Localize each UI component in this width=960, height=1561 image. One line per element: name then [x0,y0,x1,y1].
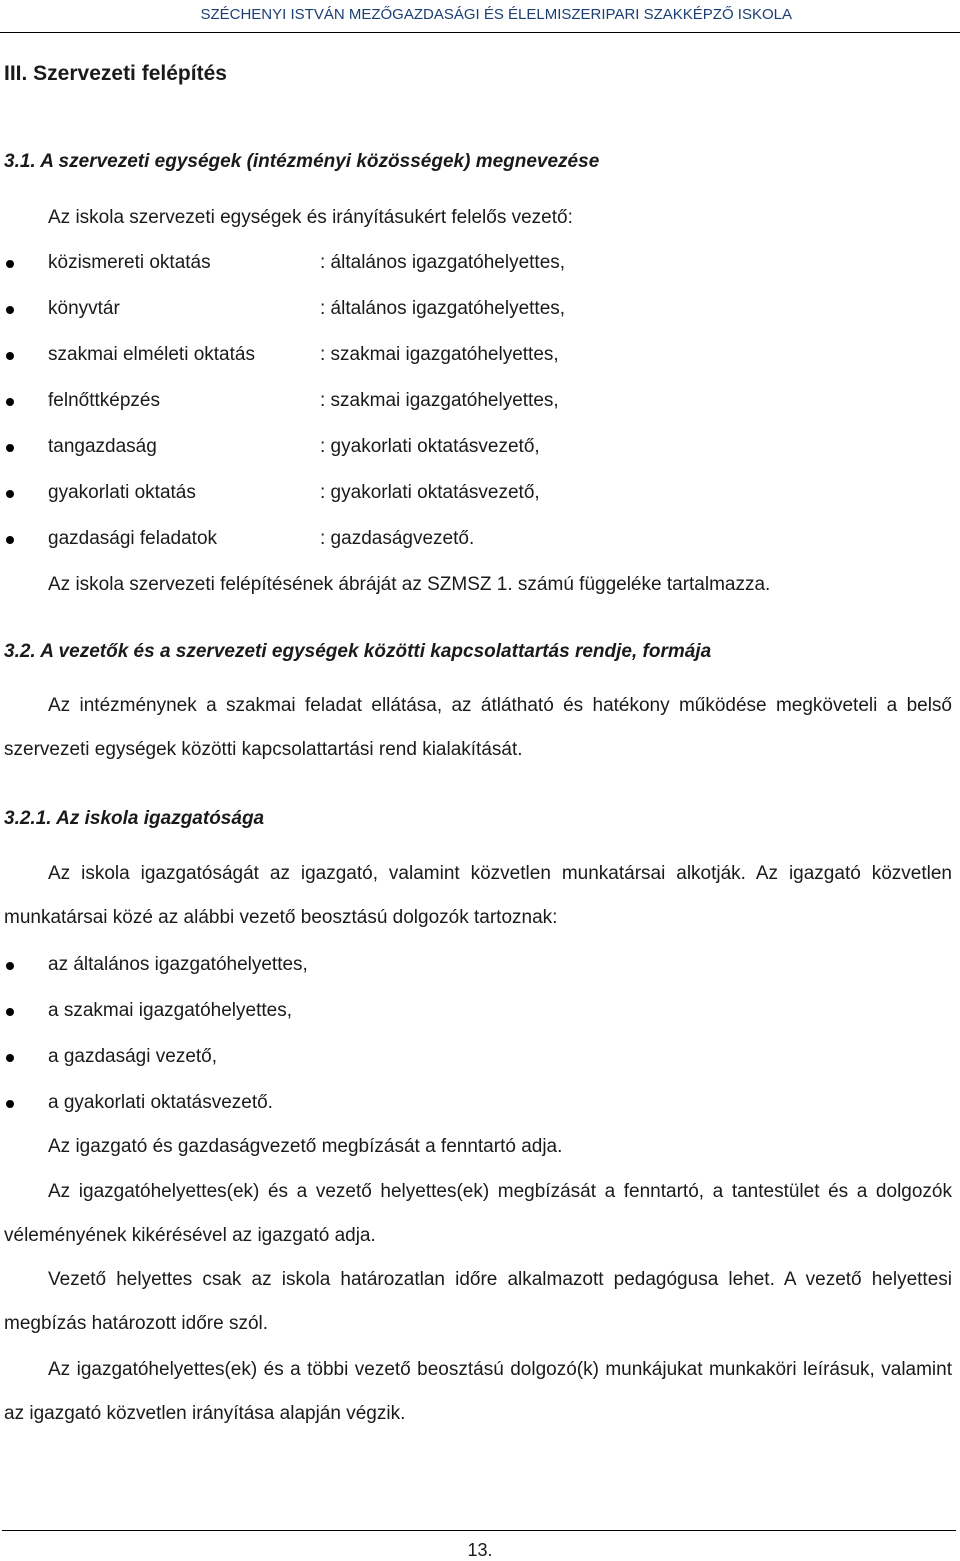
management-member: a szakmai igazgatóhelyettes, [48,1000,292,1021]
bullet-icon [6,1008,14,1016]
section-3-1-note: Az iskola szervezeti felépítésének ábráját az SZMSZ 1. számú függeléke tartalmazza. [48,574,771,595]
unit-name: tangazdaság [48,436,157,457]
bullet-icon [6,352,14,360]
bullet-icon [6,1054,14,1062]
unit-leader: : gazdaságvezető. [320,528,475,549]
footer-divider [2,1530,956,1531]
deputy-leader-block [4,1258,952,1346]
section-3-1-intro: Az iskola szervezeti egységek és irányításukért felelős vezető: [48,207,573,228]
section-3-2-body [4,684,952,772]
unit-leader: : gyakorlati oktatásvezető, [320,482,540,503]
bullet-icon [6,398,14,406]
bullet-icon [6,490,14,498]
bullet-icon [6,1100,14,1108]
management-member: a gazdasági vezető, [48,1046,218,1067]
bullet-icon [6,962,14,970]
unit-name: szakmai elméleti oktatás [48,344,255,365]
bullet-icon [6,536,14,544]
unit-name: gazdasági feladatok [48,528,218,549]
management-member: a gyakorlati oktatásvezető. [48,1092,273,1113]
unit-name: gyakorlati oktatás [48,482,196,503]
deputies-block [4,1170,952,1258]
unit-name: felnőttképzés [48,390,160,411]
deputy-leader-paragraph: Vezető helyettes csak az iskola határozatlan időre alkalmazott pedagógusa lehet. A vezető helyettesi megbízás határozott időre szól. [4,1269,952,1334]
unit-leader: : általános igazgatóhelyettes, [320,252,566,273]
chapter-title: III. Szervezeti felépítés [4,62,227,85]
bullet-icon [6,444,14,452]
unit-leader: : szakmai igazgatóhelyettes, [320,344,559,365]
unit-leader: : szakmai igazgatóhelyettes, [320,390,559,411]
header-divider [0,32,960,33]
section-3-2-heading: 3.2. A vezetők és a szervezeti egységek közötti kapcsolattartás rendje, formája [4,641,712,662]
unit-leader: : gyakorlati oktatásvezető, [320,436,540,457]
section-3-2-1-intro-block [4,852,952,940]
deputies-paragraph: Az igazgatóhelyettes(ek) és a vezető helyettes(ek) megbízását a fenntartó, a tantestület és a dolgozók véleményének kikérésével az igazgató adja. [4,1181,952,1246]
section-3-2-1-paragraph: Az iskola igazgatóságát az igazgató, valamint közvetlen munkatársai alkotják. Az igazgató közvetlen munkatársai közé az alábbi vezető beosztású dolgozók tartoznak: [4,863,952,928]
unit-leader: : általános igazgatóhelyettes, [320,298,566,319]
bullet-icon [6,306,14,314]
section-3-2-paragraph: Az intézménynek a szakmai feladat ellátása, az átlátható és hatékony működése megköveteli a belső szervezeti egységek közötti kapcsolattartási rend kialakítását. [4,695,952,760]
section-3-1-heading: 3.1. A szervezeti egységek (intézményi közösségek) megnevezése [4,151,600,172]
management-member: az általános igazgatóhelyettes, [48,954,308,975]
appointment-paragraph: Az igazgató és gazdaságvezető megbízását a fenntartó adja. [48,1136,563,1157]
work-block [4,1348,952,1436]
section-3-2-1-heading: 3.2.1. Az iskola igazgatósága [4,808,265,829]
unit-name: könyvtár [48,298,120,319]
bullet-icon [6,260,14,268]
header-school-name: SZÉCHENYI ISTVÁN MEZŐGAZDASÁGI ÉS ÉLELMISZERIPARI SZAKKÉPZŐ ISKOLA [200,6,792,23]
unit-name: közismereti oktatás [48,252,211,273]
work-paragraph: Az igazgatóhelyettes(ek) és a többi vezető beosztású dolgozó(k) munkájukat munkaköri leírásuk, valamint az igazgató közvetlen irányítása alapján végzik. [4,1359,952,1424]
page-number: 13. [467,1540,493,1560]
